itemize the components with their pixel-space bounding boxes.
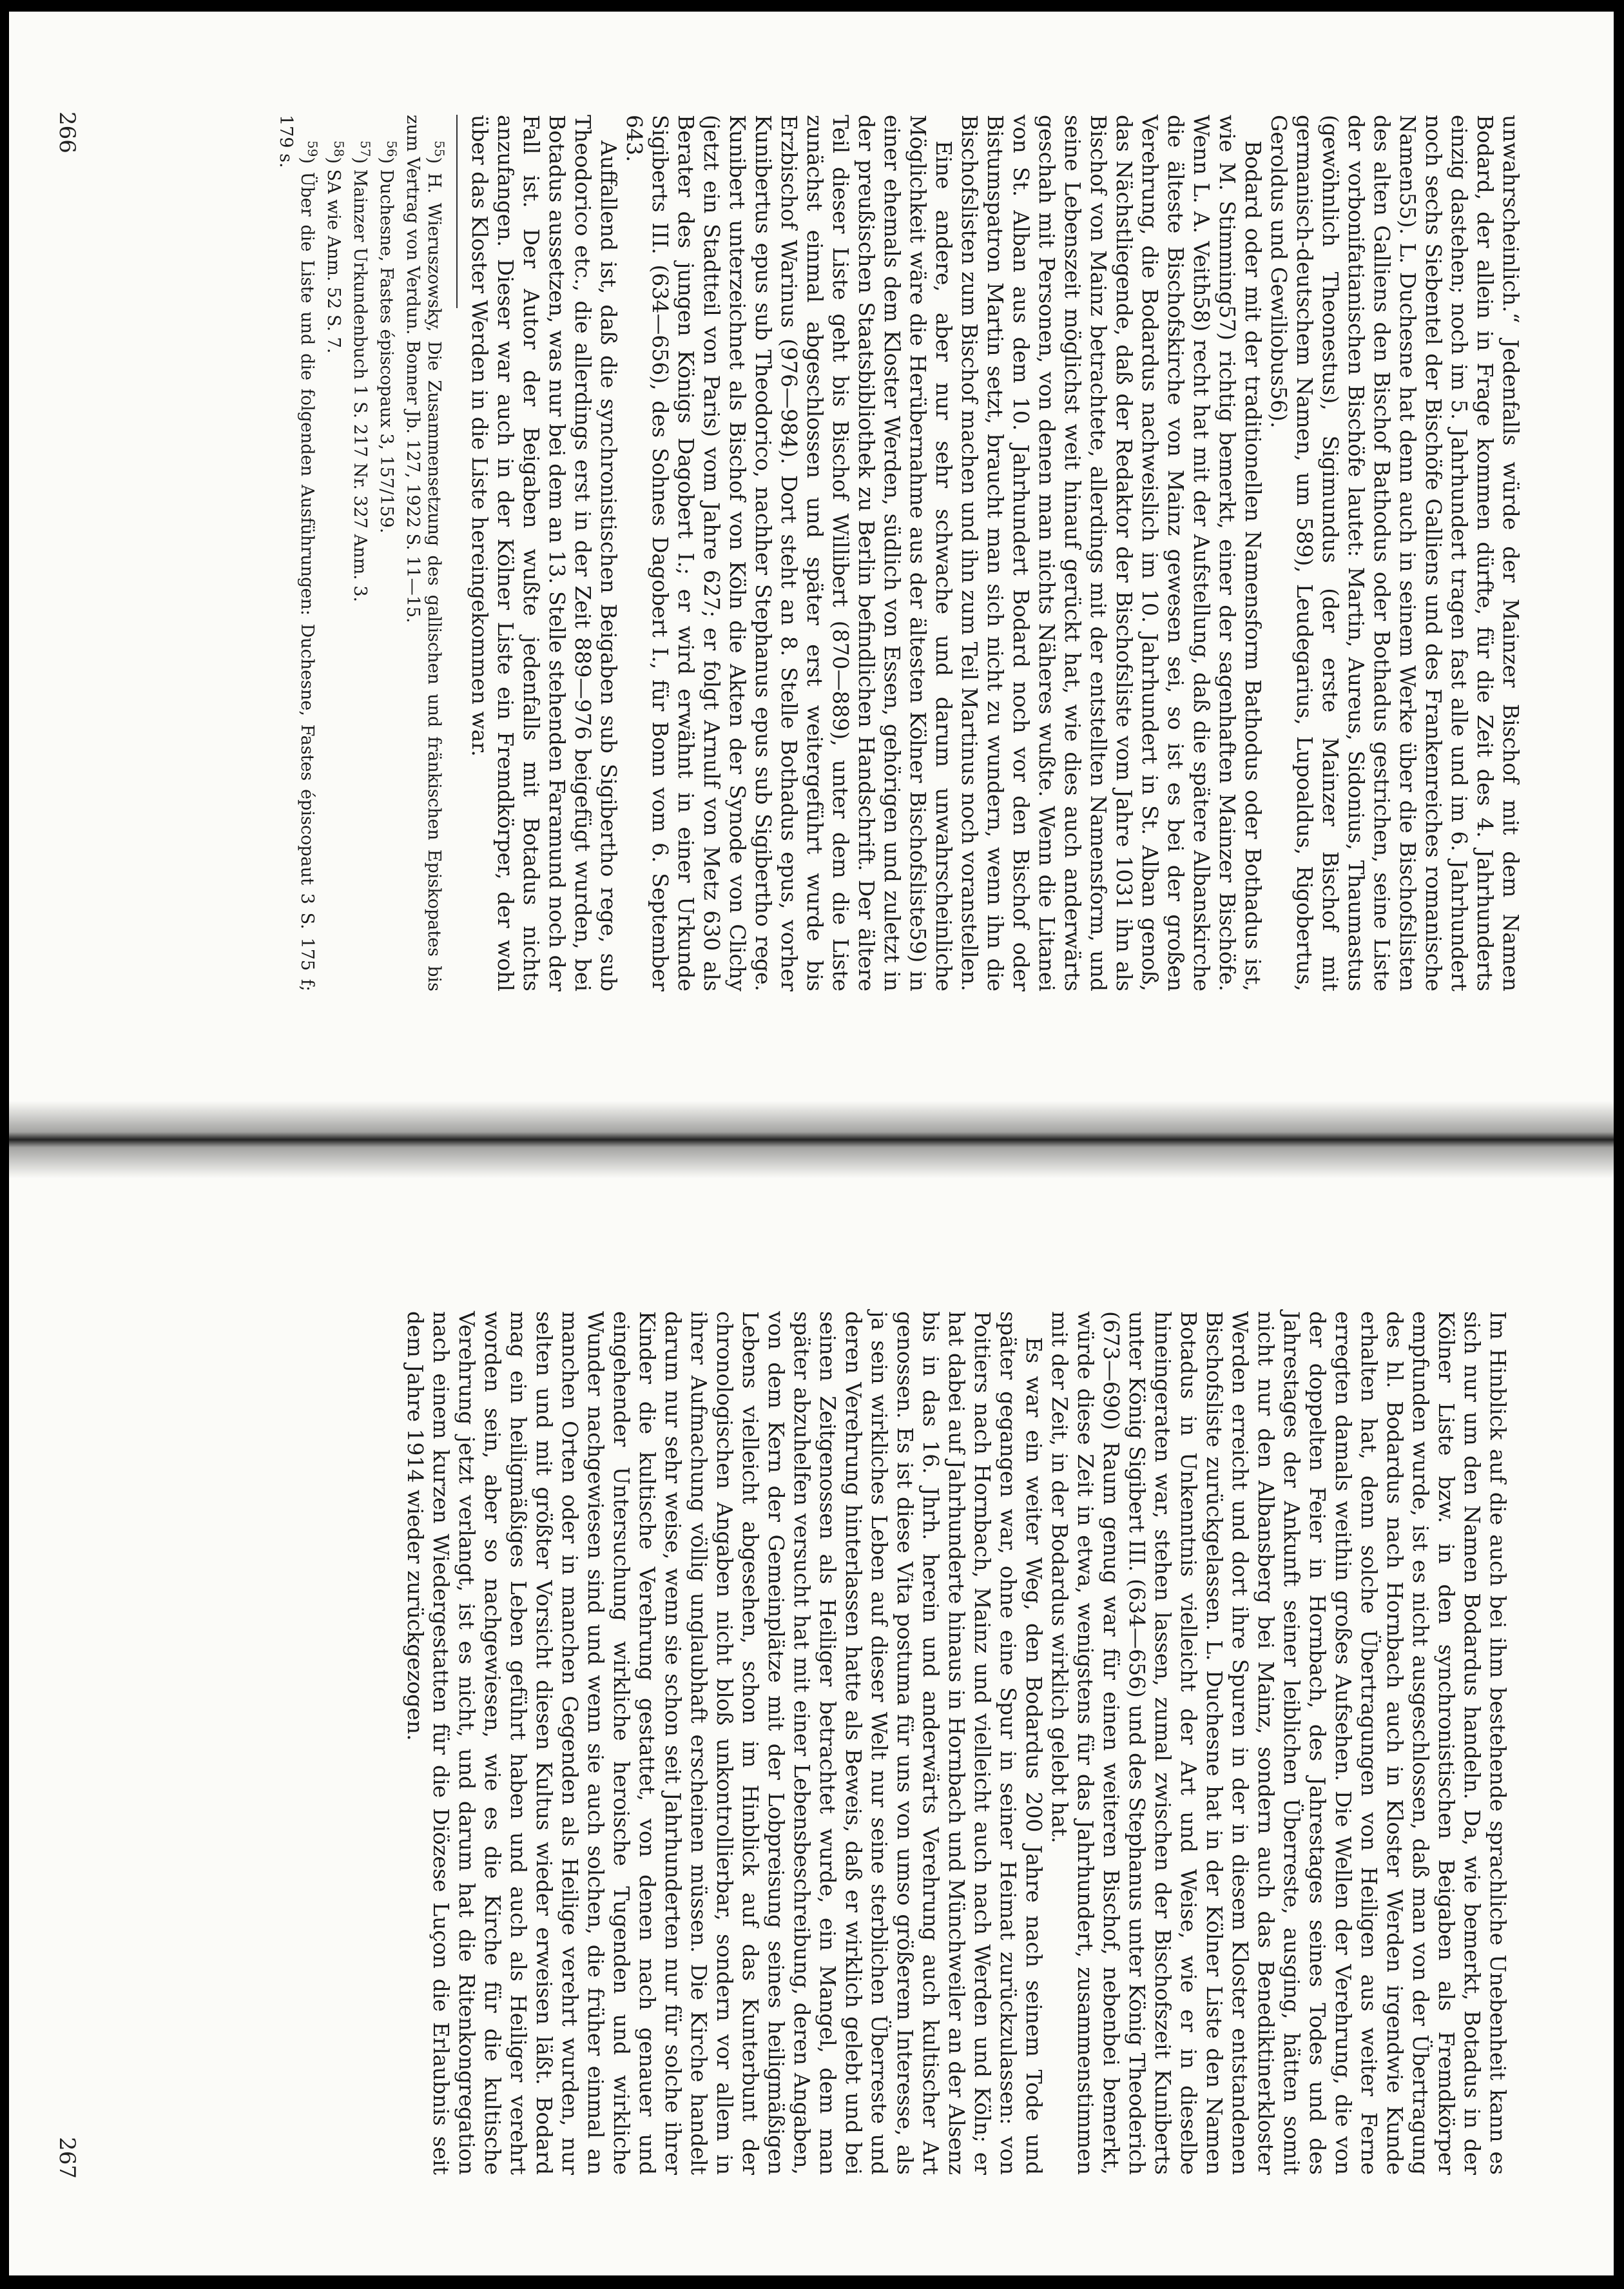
footnote-text: Mainzer Urkundenbuch 1 S. 217 Nr. 327 Anm. 3. <box>350 169 370 603</box>
footnote-text: Duchesne, Fastes épiscopaux 3, 157/159. <box>376 169 396 534</box>
footnote-text: H. Wieruszowsky, Die Zusammensetzung des gallischen und fränkischen Episkopates bis zum Vertrag von Verdun. Bonner Jb. 127, 1922 S. 11—15. <box>403 115 444 991</box>
left-page <box>9 12 1614 1144</box>
paragraph: unwahrscheinlich.“ Jedenfalls würde der Mainzer Bischof mit dem Namen Bodard, der allein in Frage kommen dürfte, für die Zeit des 4. Jahrhunderts einzig dastehen; noch im 5. Jahrhundert tragen fast alle und im 6. Jahrhundert noch sechs Siebentel der Bischöfe Galliens und des Frankenreiches romanische Namen55). L. Duchesne hat denn auch in seinem Werke über die Bischofslisten des alten Galliens den Bischof Bathodus oder Bothadus gestrichen, seine Liste der vorbonifatianischen Bischöfe lautet: Martin, Aureus, Sidonius, Thaumastus (gewöhnlich Theonestus), Sigimundus (der erste Mainzer Bischof mit germanisch-deutschem Namen, um 589), Leudegarius, Lupoaldus, Rigobertus, Geroldus und Gewiliobus56). <box>1266 115 1523 991</box>
footnote: $^{55}$) H. Wieruszowsky, Die Zusammensetzung des gallischen und fränkischen Episkopates bis zum Vertrag von Verdun. Bonner Jb. 127, 1922 S. 11—15. <box>403 115 447 991</box>
footnote-number: 56 <box>384 141 400 157</box>
paragraph: Es war ein weiter Weg, den Bodardus 200 Jahre nach seinem Tode und später gegangen war, ohne eine Spur in seiner Heimat zurückzulassen: von Poitiers nach Hornbach, Mainz und vielleicht auch nach Werden und Köln; er hat dabei auf Jahrhunderte hinaus in Hornbach und Münchweiler an der Alsenz bis in das 16. Jhrh. herein und anderwärts Verehrung auch kultischer Art genossen. Es ist diese Vita postuma für uns von umso größerem Interesse, als ja sein wirkliches Leben auf dieser Welt nur seine sterblichen Überreste und deren Verehrung hinterlassen hatte als Beweis, daß er wirklich gelebt und bei seinen Zeitgenossen als Heiliger betrachtet wurde, ein Mangel, dem man später abzuhelfen versucht hat mit einer Lebensbeschreibung, deren Angaben, von dem Kern der Gemeinplätze mit der Lobpreisung seines heiligmäßigen Lebens vielleicht abgesehen, schon im Hinblick auf das Kunterbunt der chronologischen Angaben nicht bloß unkontrollierbar, sondern vor allem in ihrer Aufmachung völlig unglaubhaft erscheinen müssen. Die Kirche handelt darum nur sehr weise, wenn sie schon seit Jahrhunderten nur für solche ihrer Kinder die kultische Verehrung gestattet, von denen nach genauer und eingehender Untersuchung wirkliche heroische Tugenden und wirkliche Wunder nachgewiesen sind und wenn sie auch solchen, die früher einmal an manchen Orten oder in manchen Gegenden als Heilige verehrt wurden, nur selten und mit größter Vorsicht diesen Kultus wieder erweisen läßt. Bodard mag ein heiligmäßiges Leben geführt haben und auch als Heiliger verehrt worden sein, aber so nachgewiesen, wie es die Kirche für die kultische Verehrung jetzt verlangt, ist es nicht, und darum hat die Ritenkongregation nach einem kurzen Wiedergestatten für die Diözese Luçon die Erlaubnis seit dem Jahre 1914 wieder zurückgezogen. <box>403 1311 1047 2175</box>
paragraph: Eine andere, aber nur sehr schwache und darum unwahrscheinliche Möglichkeit wäre die Herübernahme aus der ältesten Kölner Bischofsliste59) in einer ehemals dem Kloster Werden, südlich von Essen, gehörigen und zuletzt in der preußischen Staatsbibliothek zu Berlin befindlichen Handschrift. Der ältere Teil dieser Liste geht bis Bischof Willibert (870—889), unter dem die Liste zunächst einmal abgeschlossen und später erst weitergeführt wurde bis Erzbischof Warinus (976—984). Dort steht an 8. Stelle Bothadus epus, vorher Kunibertus epus sub Theodorico, nachher Stephanus epus sub Sigibertho rege. Kunibert unterzeichnet als Bischof von Köln die Akten der Synode von Clichy (jetzt ein Stadtteil von Paris) vom Jahre 627; er folgt Arnulf von Metz 630 als Berater des jungen Königs Dagobert I.; er wird erwähnt in einer Urkunde Sigiberts III. (634—656), des Sohnes Dagobert I., für Bonn vom 6. September 643. <box>622 115 956 991</box>
footnote-number: 55 <box>432 141 447 157</box>
paragraph: Auffallend ist, daß die synchronistischen Beigaben sub Sigibertho rege, sub Theodorico etc., die allerdings erst in der Zeit 889—976 beigefügt wurden, bei Botadus aussetzen, was nur bei dem an 13. Stelle stehenden Faramund noch der Fall ist. Der Autor der Beigaben wußte jedenfalls mit Botadus nichts anzufangen. Dieser war auch in der Kölner Liste ein Fremdkörper, der wohl über das Kloster Werden in die Liste hereingekommen war. <box>467 115 621 991</box>
footnote-number: 58 <box>331 141 347 157</box>
paragraph: Bodard oder mit der traditionellen Namensform Bathodus oder Bothadus ist, wie M. Stimming57) richtig bemerkt, einer der sagenhaften Mainzer Bischöfe. Wenn L. A. Veith58) recht hat mit der Aufstellung, daß die spätere Albanskirche die älteste Bischofskirche von Mainz gewesen sei, so ist es bei der großen Verehrung, die Bodardus nachweislich im 10. Jahrhundert in St. Alban genoß, das Nächstliegende, daß der Redaktor der Bischofsliste vom Jahre 1031 ihn als Bischof von Mainz betrachtete, allerdings mit der entstellten Namensform, und seine Lebenszeit möglichst weit hinauf gerückt hat, wie dies auch anderwärts geschah mit Personen, von denen man nichts Näheres wußte. Wenn die Litanei von St. Alban aus dem 10. Jahrhundert Bodard noch vor den Bischof oder Bistumspatron Martin setzt, braucht man sich nicht zu wundern, wenn ihn die Bischofslisten zum Bischof machen und ihn zum Teil Martinus noch voranstellen. <box>957 115 1266 991</box>
footnote: $^{57}$) Mainzer Urkundenbuch 1 S. 217 Nr. 327 Anm. 3. <box>350 141 373 603</box>
footnote: $^{58}$) SA wie Anm. 52 S. 7. <box>324 141 347 354</box>
left-page-text <box>275 115 1523 991</box>
footnote: $^{56}$) Duchesne, Fastes épiscopaux 3, 157/159. <box>376 141 400 534</box>
scanned-book-spread <box>9 12 1614 2275</box>
right-page <box>9 1144 1614 2275</box>
page-number: 267 <box>54 2137 80 2179</box>
footnote-text: SA wie Anm. 52 S. 7. <box>324 169 343 354</box>
right-page-text <box>402 1311 1511 2175</box>
footnote: $^{59}$) Über die Liste und die folgenden Ausführungen: Duchesne, Fastes épiscopaut 3 S. 175 f; 179 s. <box>276 115 320 991</box>
footnote-number: 57 <box>358 141 373 157</box>
footnote-text: Über die Liste und die folgenden Ausführungen: Duchesne, Fastes épiscopaut 3 S. 175 f; 179 s. <box>276 115 317 991</box>
book-spread-rotated <box>9 12 1614 2275</box>
page-number: 266 <box>54 112 80 153</box>
footnote-separator <box>456 115 458 308</box>
paragraph: Im Hinblick auf die auch bei ihm bestehende sprachliche Unebenheit kann es sich nur um den Namen Bodardus handeln. Da, wie bemerkt, Botadus in der Kölner Liste bzw. in den synchronistischen Beigaben als Fremdkörper empfunden wurde, ist es nicht ausgeschlossen, daß man von der Übertragung des hl. Bodardus nach Hornbach auch in Kloster Werden irgendwie Kunde erhalten hat, denn solche Übertragungen von Heiligen aus weiter Ferne erregten damals weithin großes Aufsehen. Die Wellen der Verehrung, die von der doppelten Feier in Hornbach, des Jahrestages seines Todes und des Jahrestages der Ankunft seiner leiblichen Überreste, ausging, hätten somit nicht nur den Albansberg bei Mainz, sondern auch das Benediktinerkloster Werden erreicht und dort ihre Spuren in der in diesem Kloster entstandenen Bischofsliste zurückgelassen. L. Duchesne hat in der Kölner Liste den Namen Botadus in Unkenntnis vielleicht der Art und Weise, wie er in dieselbe hineingeraten war, stehen lassen, zumal zwischen der Bischofszeit Kuniberts unter König Sigibert III. (634—656) und des Stephanus unter König Theoderich (673—690) Raum genug war für einen weiteren Bischof, nebenbei bemerkt, würde diese Zeit in etwa, wenigstens für das Jahrhundert, zusammenstimmen mit der Zeit, in der Bodardus wirklich gelebt hat. <box>1047 1311 1511 2175</box>
footnote-number: 59 <box>305 141 320 157</box>
